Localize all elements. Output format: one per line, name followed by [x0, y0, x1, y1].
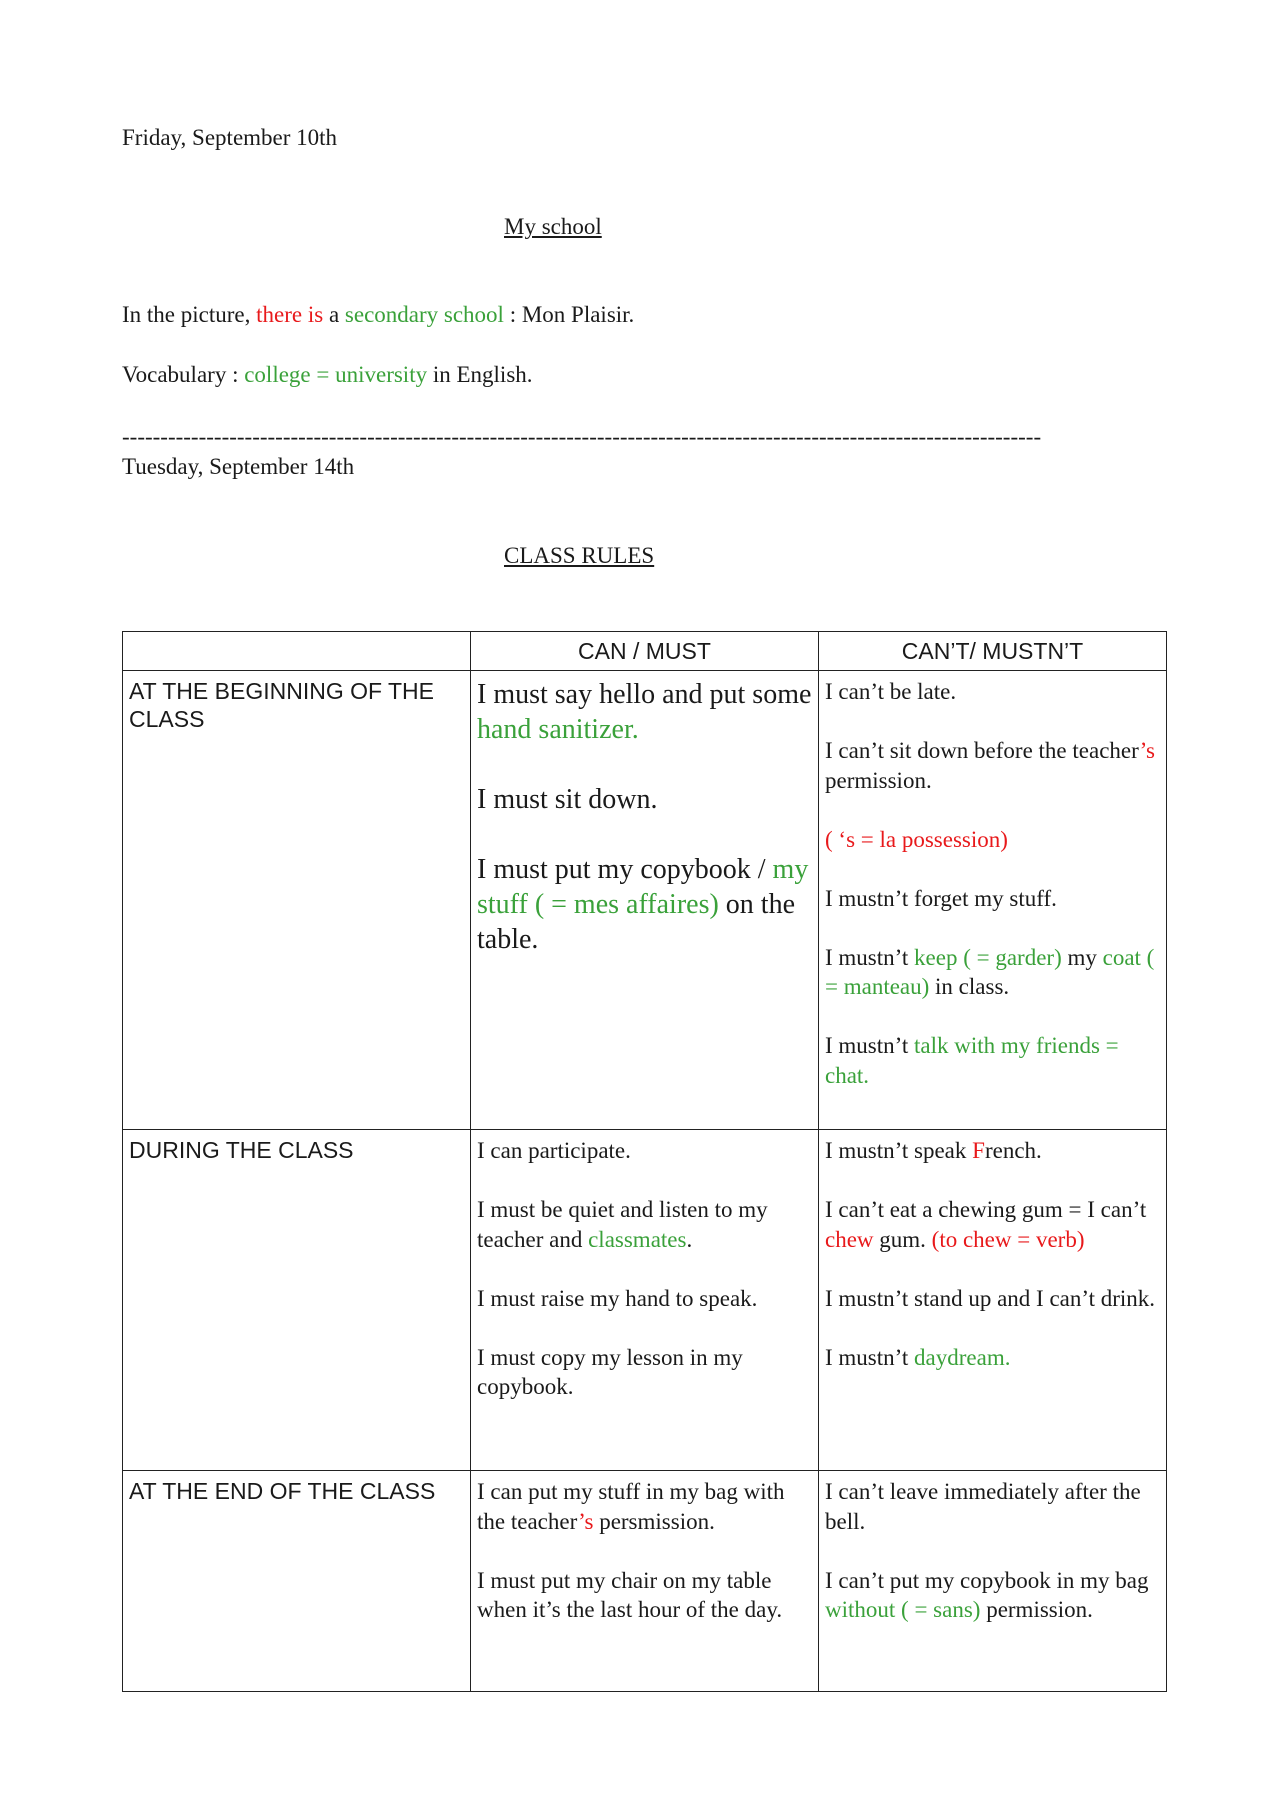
row-label-beginning: AT THE BEGINNING OF THE CLASS	[123, 671, 471, 1130]
sentence-picture	[122, 300, 634, 330]
text-run: I mustn’t	[825, 1344, 915, 1370]
rule-line: I can’t leave immediately after the bell.	[825, 1479, 1141, 1534]
rule-note: ( ‘s = la possession)	[825, 826, 1008, 852]
rule-line: I must copy my lesson in my copybook.	[477, 1344, 743, 1399]
text-run-green: secondary school	[344, 302, 504, 327]
rule-line: I can’t be late.	[825, 679, 957, 704]
text-run: I mustn’t speak	[825, 1138, 973, 1163]
table-row	[123, 1471, 1167, 1692]
text-run-red: chew	[825, 1226, 874, 1252]
cell-end-can	[471, 1471, 819, 1692]
text-run: gum.	[873, 1226, 932, 1252]
cell-during-can	[471, 1130, 819, 1471]
text-run: I must put my copybook /	[477, 854, 773, 885]
title-my-school: My school	[504, 214, 602, 239]
text-run: permission.	[825, 767, 932, 793]
sentence-vocabulary	[122, 360, 533, 390]
class-rules-table	[122, 631, 1167, 1692]
text-run: in class.	[929, 974, 1010, 999]
text-run-green: classmates	[588, 1226, 687, 1252]
rule-line	[477, 1477, 812, 1536]
text-run: my	[1061, 944, 1103, 970]
row-label-during: DURING THE CLASS	[123, 1130, 471, 1471]
date-tuesday: Tuesday, September 14th	[122, 454, 355, 479]
rule-line	[477, 677, 812, 747]
text-run: I can put my stuff in my bag with the teacher	[477, 1479, 785, 1534]
text-run: I mustn’t	[825, 944, 915, 970]
text-run: .	[686, 1226, 693, 1252]
rule-line	[825, 1566, 1160, 1625]
text-run: I can’t put my copybook in my bag	[825, 1567, 1149, 1593]
rule-line: I mustn’t stand up and I can’t drink.	[825, 1285, 1156, 1311]
cell-beginning-can	[471, 671, 819, 1130]
header-can-must: CAN / MUST	[471, 632, 819, 671]
text-run: In the picture,	[122, 302, 257, 327]
text-run: I can’t sit down before the teacher	[825, 738, 1140, 763]
text-run: I must be quiet and listen to my teacher and	[477, 1197, 768, 1252]
text-run: rench.	[984, 1138, 1042, 1163]
rule-line: I mustn’t forget my stuff.	[825, 885, 1057, 911]
table-row	[123, 671, 1167, 1130]
text-run: : Mon Plaisir.	[503, 302, 635, 327]
table-row	[123, 1130, 1167, 1471]
text-run: in English.	[427, 362, 533, 387]
date-friday: Friday, September 10th	[122, 125, 338, 150]
rule-line	[825, 1136, 1160, 1166]
text-run: I mustn’t	[825, 1033, 915, 1058]
header-empty	[123, 632, 471, 671]
rule-line	[825, 943, 1160, 1002]
text-run-red: there is	[256, 302, 324, 327]
text-run-green: hand sanitizer.	[477, 714, 639, 745]
text-run: a	[323, 302, 345, 327]
text-run-green: talk with my friends = chat.	[825, 1033, 1119, 1088]
text-run-red: ’s	[578, 1508, 594, 1534]
rule-line	[477, 1195, 812, 1254]
rule-line: I must sit down.	[477, 784, 658, 815]
title-class-rules: CLASS RULES	[504, 543, 655, 568]
text-run-red: ’s	[1139, 738, 1155, 763]
text-run-green: without ( = sans)	[825, 1597, 981, 1622]
table-header-row	[123, 632, 1167, 671]
text-run-red: (to chew = verb)	[931, 1226, 1085, 1252]
rule-line: I must put my chair on my table when it’s the last hour of the day.	[477, 1567, 783, 1622]
text-run: I can’t eat a chewing gum = I can’t	[825, 1197, 1147, 1222]
text-run: I must say hello and put some	[477, 679, 812, 710]
text-run-red: F	[972, 1138, 985, 1163]
text-run-green: college = university	[244, 362, 428, 387]
header-cant-mustnt: CAN’T/ MUSTN’T	[819, 632, 1167, 671]
text-run-green: keep ( = garder)	[914, 944, 1062, 970]
text-run-green: coat ( = manteau)	[825, 944, 1155, 999]
rule-line	[825, 1195, 1160, 1254]
rule-line	[825, 736, 1160, 795]
cell-beginning-cant	[819, 671, 1167, 1130]
rule-line	[825, 1343, 1160, 1373]
text-run: on the table.	[477, 889, 796, 955]
rule-line: I can participate.	[477, 1138, 631, 1163]
row-label-end: AT THE END OF THE CLASS	[123, 1471, 471, 1692]
text-run: permission.	[980, 1597, 1093, 1622]
text-run-green: daydream.	[914, 1344, 1011, 1370]
rule-line: I must raise my hand to speak.	[477, 1285, 758, 1311]
text-run-green: my stuff ( = mes affaires)	[477, 854, 809, 920]
rule-line	[825, 1031, 1160, 1090]
dashed-separator: ------------------------------------------------------------------------------------------------------------------------	[122, 424, 1042, 449]
cell-during-cant	[819, 1130, 1167, 1471]
cell-end-cant	[819, 1471, 1167, 1692]
text-run: persmission.	[593, 1508, 715, 1534]
rule-line	[477, 852, 812, 957]
text-run: Vocabulary :	[122, 362, 245, 387]
